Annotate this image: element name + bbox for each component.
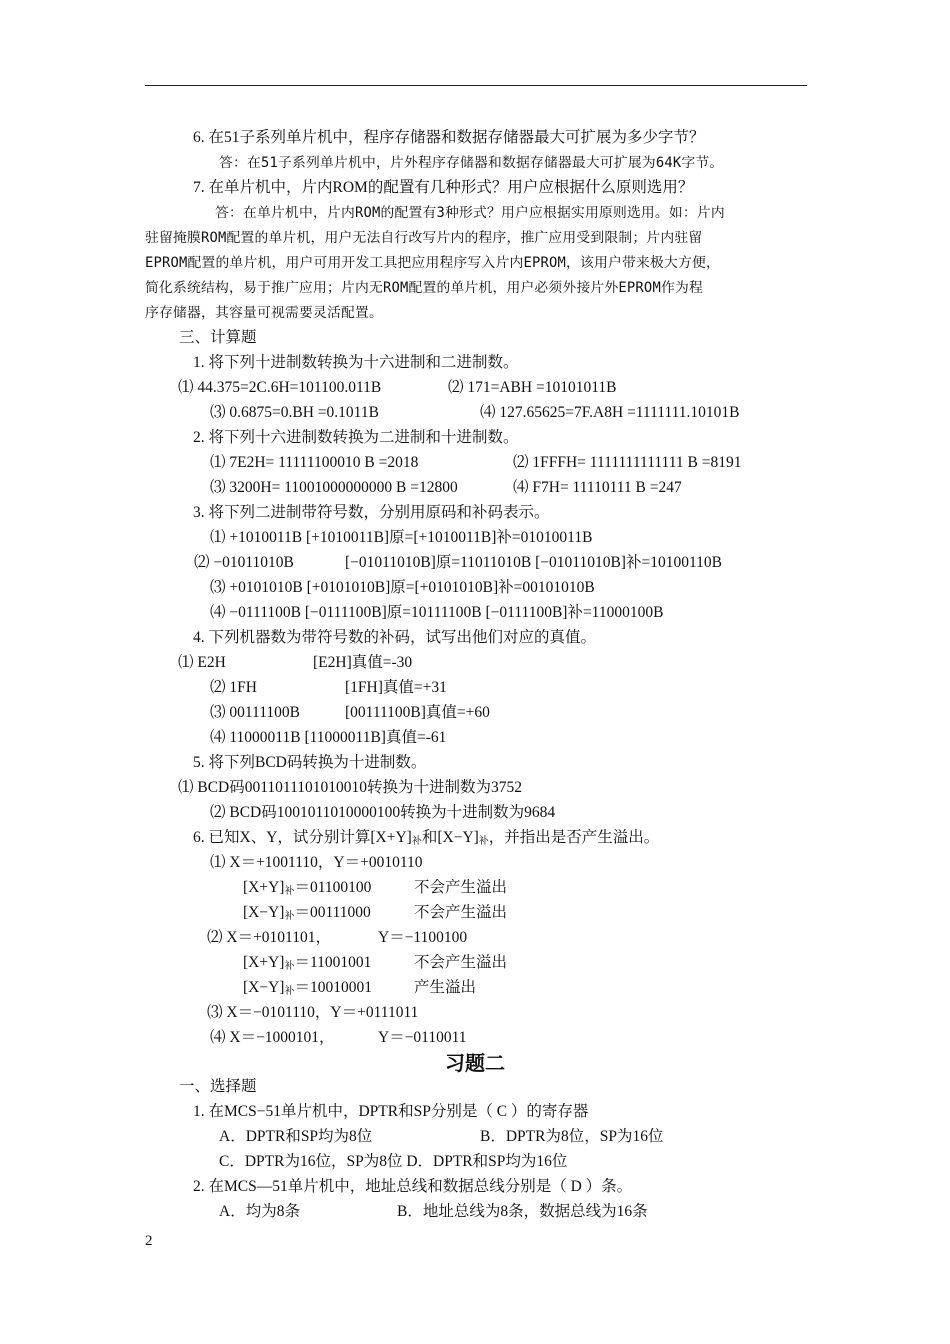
calc-4-item-2-value: ⑵ 1FH — [210, 679, 257, 696]
answer-7-line-1: 答：在单片机中，片内ROM的配置有3种形式？用户应根据实用原则选用。如：片内 — [215, 205, 725, 221]
answer-6: 答：在51子系列单片机中，片外程序存储器和数据存储器最大可扩展为64K字节。 — [219, 155, 724, 171]
calc-4-item-2-result: [1FH]真值=+31 — [345, 679, 447, 696]
calc-6-item-2-sum: $[X+Y]_补=11001001$ — [243, 954, 372, 972]
question-7: 7. 在单片机中，片内ROM的配置有几种形式？用户应根据什么原则选用？ — [193, 179, 694, 196]
calc-6-item-1-sum: $[X+Y]_补=01100100$ — [243, 879, 372, 897]
calc-4-item-3-value: ⑶ 00111100B — [210, 704, 300, 721]
answer-7-line-4: 简化系统结构，易于推广应用；片内无ROM配置的单片机，用户必须外接片外EPROM作为程 — [145, 280, 703, 296]
calc-6-item-4-x: ⑷ X＝−1000101， — [210, 1029, 335, 1046]
calc-6-item-1-values: ⑴ X＝+1001110，Y＝+0010110 — [210, 854, 423, 871]
calc-4-item-3-result: [00111100B]真值=+60 — [345, 704, 490, 721]
answer-7-line-2: 驻留掩膜ROM配置的单片机，用户无法自行改写片内的程序，推广应用受到限制；片内驻留 — [145, 230, 703, 246]
calc-6-item-2-y: Y＝−1100100 — [378, 929, 468, 946]
choice-question-1: 1. 在MCS−51单片机中，DPTR和SP分别是（ C ）的寄存器 — [193, 1103, 589, 1120]
calc-6-item-1-sum-overflow: 不会产生溢出 — [414, 879, 508, 896]
calc-question-6: 6. 已知X、Y，试分别计算$[X+Y]_补$和$[X-Y]_补$，并指出是否产生溢出。 — [193, 829, 660, 847]
calc-6-item-2-sum-overflow: 不会产生溢出 — [414, 954, 508, 971]
calc-3-item-2-value: ⑵ −01011010B — [194, 554, 294, 571]
section-title: 习题二 — [445, 1051, 505, 1075]
calc-question-2: 2. 将下列十六进制数转换为二进制和十进制数。 — [193, 429, 519, 446]
calc-4-item-1-value: ⑴ E2H — [178, 654, 226, 671]
calc-2-item-4: ⑷ F7H= 11110111 B =247 — [513, 479, 682, 496]
answer-7-line-5: 序存储器，其容量可视需要灵活配置。 — [145, 305, 383, 321]
calc-6-item-2-diff-overflow: 产生溢出 — [414, 979, 477, 996]
calc-5-item-1: ⑴ BCD码0011011101010010转换为十进制数为3752 — [178, 779, 523, 796]
calc-6-item-3: ⑶ X＝−0101110，Y＝+0111011 — [207, 1004, 419, 1021]
choice-1-option-cd: C．DPTR为16位，SP为8位 D．DPTR和SP均为16位 — [219, 1153, 568, 1170]
calc-question-5: 5. 将下列BCD码转换为十进制数。 — [193, 754, 427, 771]
answer-7-line-3: EPROM配置的单片机，用户可用开发工具把应用程序写入片内EPROM，该用户带来极大方便， — [145, 255, 720, 271]
choice-2-option-b: B．地址总线为8条，数据总线为16条 — [397, 1203, 648, 1220]
question-6: 6. 在51子系列单片机中，程序存储器和数据存储器最大可扩展为多少字节？ — [193, 129, 705, 146]
calc-3-item-1: ⑴ +1010011B [+1010011B]原=[+1010011B]补=01010011B — [210, 529, 593, 546]
calc-3-item-4: ⑷ −0111100B [−0111100B]原=10111100B [−0111100B]补=11000100B — [210, 604, 664, 621]
calc-1-item-2: ⑵ 171=ABH =10101011B — [448, 379, 617, 396]
calc-6-item-2-x: ⑵ X＝+0101101， — [207, 929, 331, 946]
calc-3-item-2-result: [−01011010B]原=11011010B [−01011010B]补=10100110B — [345, 554, 722, 571]
calc-question-4: 4. 下列机器数为带符号数的补码，试写出他们对应的真值。 — [193, 629, 597, 646]
calc-2-item-2: ⑵ 1FFFH= 1111111111111 B =8191 — [513, 454, 742, 471]
calc-question-3: 3. 将下列二进制带符号数，分别用原码和补码表示。 — [193, 504, 550, 521]
section-heading-choice: 一、选择题 — [179, 1078, 257, 1095]
calc-1-item-4: ⑷ 127.65625=7F.A8H =1111111.10101B — [480, 404, 740, 421]
choice-1-option-b: B．DPTR为8位，SP为16位 — [480, 1128, 664, 1145]
choice-question-2: 2. 在MCS—51单片机中，地址总线和数据总线分别是（ D ）条。 — [193, 1178, 633, 1195]
section-heading-calculation: 三、计算题 — [179, 329, 257, 346]
calc-6-item-1-diff: $[X-Y]_补=00111000$ — [243, 904, 371, 922]
calc-6-item-1-diff-overflow: 不会产生溢出 — [414, 904, 508, 921]
calc-3-item-3: ⑶ +0101010B [+0101010B]原=[+0101010B]补=00101010B — [210, 579, 595, 596]
calc-1-item-1: ⑴ 44.375=2C.6H=101100.011B — [178, 379, 382, 396]
calc-2-item-1: ⑴ 7E2H= 11111100010 B =2018 — [210, 454, 419, 471]
calc-6-item-4-y: Y＝−0110011 — [378, 1029, 467, 1046]
calc-2-item-3: ⑶ 3200H= 11001000000000 B =12800 — [210, 479, 458, 496]
calc-4-item-4: ⑷ 11000011B [11000011B]真值=-61 — [210, 729, 447, 746]
choice-1-option-a: A．DPTR和SP均为8位 — [219, 1128, 373, 1145]
calc-1-item-3: ⑶ 0.6875=0.BH =0.1011B — [210, 404, 379, 421]
calc-4-item-1-result: [E2H]真值=-30 — [313, 654, 413, 671]
header-rule — [145, 85, 807, 86]
calc-question-1: 1. 将下列十进制数转换为十六进制和二进制数。 — [193, 354, 519, 371]
calc-5-item-2: ⑵ BCD码1001011010000100转换为十进制数为9684 — [210, 804, 556, 821]
calc-6-item-2-diff: $[X-Y]_补=10010001$ — [243, 979, 372, 997]
choice-2-option-a: A．均为8条 — [219, 1203, 300, 1220]
page-number: 2 — [145, 1233, 153, 1249]
